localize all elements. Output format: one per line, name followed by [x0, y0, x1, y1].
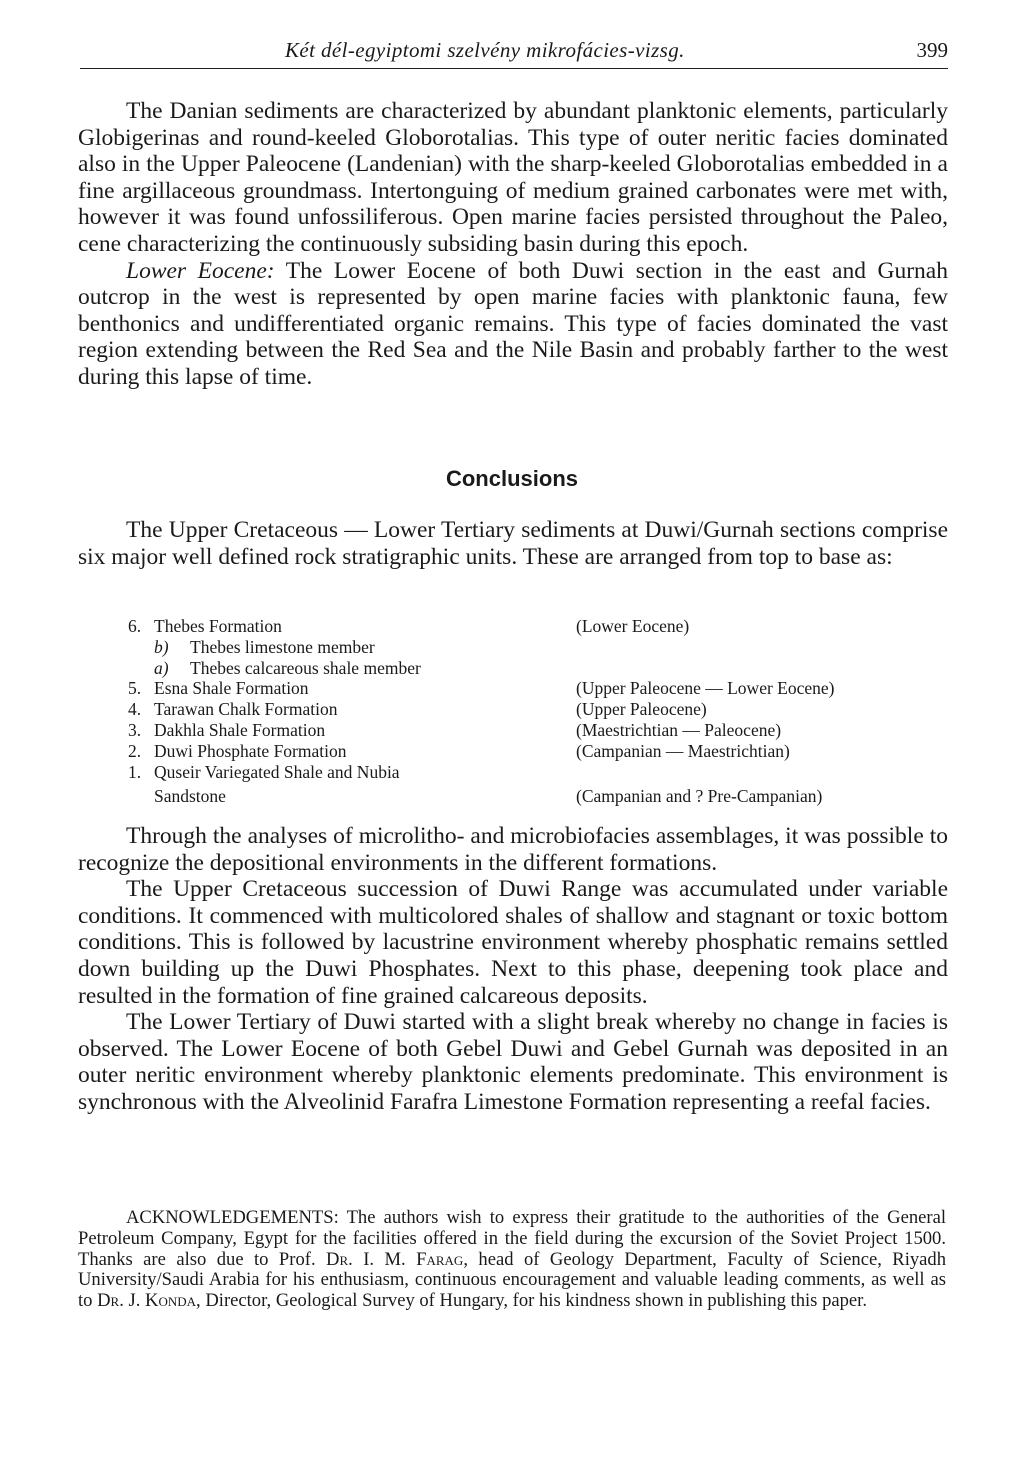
formation-age: (Campanian and ? Pre-Campanian)	[576, 786, 823, 807]
formation-name: Thebes calcareous shale member	[190, 657, 421, 678]
upper-text-block	[78, 98, 948, 391]
formation-number: 6.	[128, 616, 142, 636]
formation-number: 5.	[128, 678, 142, 699]
acknowledgements	[78, 1208, 946, 1312]
discussion-block	[78, 823, 948, 1116]
ack-text: , head of Geology Department, Faculty of Science, Riyadh University/Saudi Arabia for his enthusiasm, continuous encouragement and valuable leading comments, as well as to	[78, 1248, 947, 1312]
lower-eocene-text: The Lower Eocene of both Duwi section in the east and Gurnah outcrop in the west is represented by open marine facies with planktonic fauna, few benthonics and undifferentiated organic remains. This type of facies dominated the vast region extending between the Red Sea and the Nile Basin and probably farther to the west during this lapse of time.	[78, 257, 948, 390]
formation-list	[128, 616, 958, 806]
formation-row	[128, 678, 958, 699]
lower-eocene-paragraph	[78, 258, 948, 391]
formation-name: Quseir Variegated Shale and Nubia	[154, 761, 400, 782]
running-title: Két dél-egyiptomi szelvény mikrofácies-vizsg.	[285, 38, 685, 62]
conclusions-heading: Conclusions	[445, 466, 578, 491]
formation-age: (Upper Paleocene)	[576, 699, 707, 720]
formation-number: 4.	[128, 699, 142, 720]
lower-tertiary-paragraph: The Lower Tertiary of Duwi started with a slight break whereby no change in facies is observed. The Lower Eocene of both Gebel Duwi and Gebel Gurnah was deposited in an outer neritic environment whereby planktonic elements predominate. This environment is synchronous with the Alveolinid Farafra Limestone Formation representing a reefal facies.	[78, 1009, 948, 1115]
page-number: 399	[916, 38, 948, 62]
formation-name: Dakhla Shale Formation	[154, 719, 326, 740]
member-letter: b)	[154, 636, 169, 657]
formation-name: Duwi Phosphate Formation	[154, 740, 347, 761]
formation-age: (Upper Paleocene — Lower Eocene)	[576, 678, 835, 699]
formation-number: 3.	[128, 719, 142, 740]
formation-row	[128, 699, 958, 720]
lower-eocene-lead: Lower Eocene:	[126, 257, 275, 284]
ack-text: ACKNOWLEDGEMENTS: The authors wish to express their gratitude to the authorities of the General Petroleum Company, Egypt for the facilities offered in the field during the excursion of the Soviet Project 1500. Thanks are also due to Prof.	[78, 1207, 946, 1270]
formation-name: Thebes Formation	[154, 616, 282, 636]
formation-name: Sandstone	[154, 786, 226, 807]
analysis-paragraph: Through the analyses of microlitho- and microbiofacies assemblages, it was possible to recognize the depositional environments in the different formations.	[78, 823, 948, 876]
formation-number: 2.	[128, 740, 142, 761]
ack-text: , Director, Geological Survey of Hungary, for his kindness shown in publishing this paper.	[196, 1290, 867, 1312]
formation-name: Tarawan Chalk Formation	[154, 699, 338, 720]
formation-name: Esna Shale Formation	[154, 678, 309, 699]
conclusions-intro-block	[78, 517, 948, 570]
danian-paragraph: The Danian sediments are characterized by abundant planktonic elements, particularly Globigerinas and round-keeled Globorotalias. This type of outer neritic facies dominated also in the Upper Paleocene (Landenian) with the sharp-keeled Globorotalias embedded in a fine argillaceous groundmass. Intertonguing of medium grained carbonates were met with, however it was found unfossiliferous. Open marine facies persisted throughout the Paleo, cene characterizing the continuously subsiding basin during this epoch.	[78, 98, 948, 257]
ack-name-farag: Dr. I. M. Farag	[326, 1248, 464, 1270]
formation-number: 1.	[128, 761, 142, 782]
formation-row	[128, 637, 958, 658]
formation-age: (Maestrichtian — Paleocene)	[576, 719, 782, 740]
running-header	[80, 36, 948, 69]
member-letter: a)	[154, 657, 169, 678]
formation-row	[128, 741, 958, 762]
formation-age: (Campanian — Maestrichtian)	[576, 740, 790, 761]
formation-row	[128, 762, 958, 783]
ack-name-konda: Dr. J. Konda	[97, 1290, 197, 1312]
formation-age: (Lower Eocene)	[576, 616, 690, 636]
formation-row	[128, 658, 958, 679]
formation-row	[128, 782, 958, 806]
conclusions-intro: The Upper Cretaceous — Lower Tertiary sediments at Duwi/Gurnah sections comprise six major well defined rock stratigraphic units. These are arranged from top to base as:	[78, 517, 948, 570]
upper-cretaceous-paragraph: The Upper Cretaceous succession of Duwi Range was accumulated under variable conditions. It commenced with multicolored shales of shallow and stagnant or toxic bottom conditions. This is followed by lacustrine environment whereby phosphatic remains settled down building up the Duwi Phosphates. Next to this phase, deepening took place and resulted in the formation of fine grained calcareous deposits.	[78, 876, 948, 1009]
formation-row	[128, 720, 958, 741]
formation-row	[128, 616, 958, 637]
formation-name: Thebes limestone member	[190, 636, 375, 657]
